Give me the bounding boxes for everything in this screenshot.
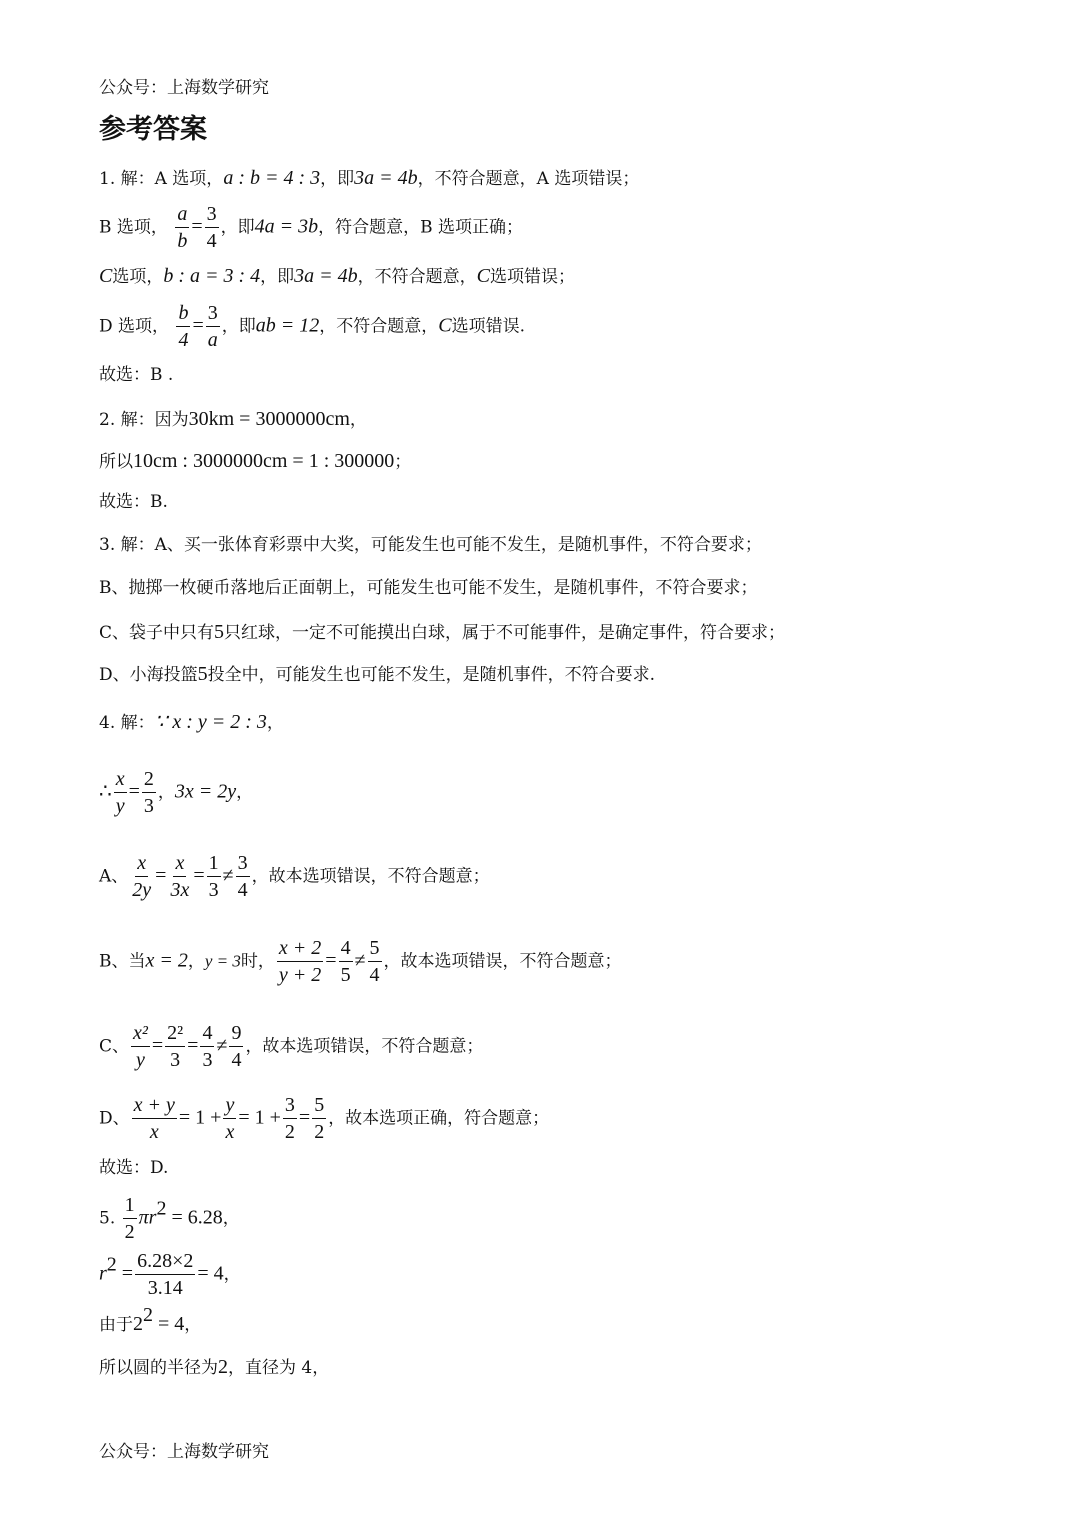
fraction: $\frac{x}{3x}$ <box>170 852 190 902</box>
fraction: $\frac{4}{5}$ <box>340 937 351 987</box>
fraction: $\frac{x}{y}$ <box>115 768 125 818</box>
fraction: $\frac{2}{3}$ <box>143 768 154 818</box>
fraction: $\frac{3}{2}$ <box>284 1094 295 1144</box>
q3-line-c: C、袋子中只有5只红球，一定不可能摸出白球，属于不可能事件，是确定事件，符合要求； <box>99 621 786 643</box>
q5-line-a: 5. $\frac{1}{2}$ $\pi r^2 = 6.28$， <box>99 1194 240 1244</box>
q1-line-c: C选项，b : a = 3 : 4，即3a = 4b，不符合题意，C选项错误； <box>99 265 576 287</box>
fraction: $\frac{3}{4}$ <box>206 203 217 253</box>
fraction: $\frac{x + y}{x}$ <box>133 1094 175 1144</box>
fraction: $\frac{3}{4}$ <box>237 852 248 902</box>
fraction: $\frac{a}{b}$ <box>177 203 188 253</box>
fraction: $\frac{3}{a}$ <box>207 302 218 352</box>
q1-line-d: D 选项， $\frac{b}{4}$ = $\frac{3}{a}$ ，即ab = 12，不符合题意，C选项错误. <box>99 302 525 352</box>
fraction: $\frac{x}{2y}$ <box>132 852 152 902</box>
q3-line-d: D、小海投篮5投全中，可能发生也可能不发生，是随机事件，不符合要求. <box>99 663 656 685</box>
q4-line-a: 4. 解：∵ x : y = 2 : 3， <box>99 711 284 733</box>
fraction: $\frac{4}{3}$ <box>202 1022 213 1072</box>
q4-option-a: A、 $\frac{x}{2y}$ = $\frac{x}{3x}$ = $\frac{1}{3}$ ≠ $\frac{3}{4}$ ，故本选项错误，不符合题意； <box>99 852 490 902</box>
fraction: $\frac{9}{4}$ <box>231 1022 242 1072</box>
q2-line-a: 2. 解：因为30km = 3000000cm， <box>99 408 367 430</box>
q4-option-d: D、 $\frac{x + y}{x}$ = 1 + $\frac{y}{x}$ = 1 + $\frac{3}{2}$ = $\frac{5}{2}$ ，故本选项正确，符合题意； <box>99 1094 550 1144</box>
fraction: $\frac{\text{x²}}{y}$ <box>133 1022 148 1072</box>
fraction: $\frac{5}{2}$ <box>314 1094 325 1144</box>
q2-line-b: 所以10cm : 3000000cm = 1 : 300000； <box>99 450 412 472</box>
q4-option-c: C、 $\frac{\text{x²}}{y}$ = $\frac{\text{2²}}{3}$ = $\frac{4}{3}$ ≠ $\frac{9}{4}$ ，故本选项错误，不符合题意； <box>99 1022 484 1072</box>
fraction: $\frac{1}{2}$ <box>124 1194 135 1244</box>
q2-answer: 故选：B. <box>99 492 168 512</box>
fraction: $\frac{y}{x}$ <box>225 1094 235 1144</box>
q5-line-b: $r^2$ = $\frac{6.28\times 2}{3.14}$ = 4， <box>99 1250 241 1300</box>
q3-line-b: B、抛掷一枚硬币落地后正面朝上，可能发生也可能不发生，是随机事件，不符合要求； <box>99 578 758 598</box>
q1-line-a: 1. 解：A 选项，a : b = 4 : 3，即3a = 4b，不符合题意，A 选项错误； <box>99 167 640 189</box>
q1-answer: 故选：B . <box>99 365 174 385</box>
q3-line-a: 3. 解：A、买一张体育彩票中大奖，可能发生也可能不发生，是随机事件，不符合要求； <box>99 535 762 555</box>
q4-option-b: B、当x = 2，y = 3时， $\frac{x + 2}{y + 2}$ = $\frac{4}{5}$ ≠ $\frac{5}{4}$ ，故本选项错误，不符合题意； <box>99 937 622 987</box>
fraction: $\frac{6.28\times 2}{3.14}$ <box>137 1250 194 1300</box>
q1-line-b: B 选项， $\frac{a}{b}$ = $\frac{3}{4}$ ，即4a = 3b，符合题意，B 选项正确； <box>99 203 523 253</box>
q4-answer: 故选：D. <box>99 1158 169 1178</box>
page-title: 参考答案 <box>99 114 207 145</box>
fraction: $\frac{b}{4}$ <box>178 302 189 352</box>
q4-line-b: ∴ $\frac{x}{y}$ = $\frac{2}{3}$ ，3x = 2y， <box>99 768 254 818</box>
fraction: $\frac{1}{3}$ <box>208 852 219 902</box>
fraction: $\frac{\text{2²}}{3}$ <box>167 1022 184 1072</box>
q5-line-c: 由于$2^2 = 4$， <box>99 1304 202 1335</box>
page-footer-source: 公众号：上海数学研究 <box>99 1442 269 1462</box>
fraction: $\frac{x + 2}{y + 2}$ <box>278 937 322 987</box>
page-header-source: 公众号：上海数学研究 <box>99 78 269 98</box>
q5-line-d: 所以圆的半径为2，直径为 4， <box>99 1356 330 1378</box>
fraction: $\frac{5}{4}$ <box>369 937 380 987</box>
